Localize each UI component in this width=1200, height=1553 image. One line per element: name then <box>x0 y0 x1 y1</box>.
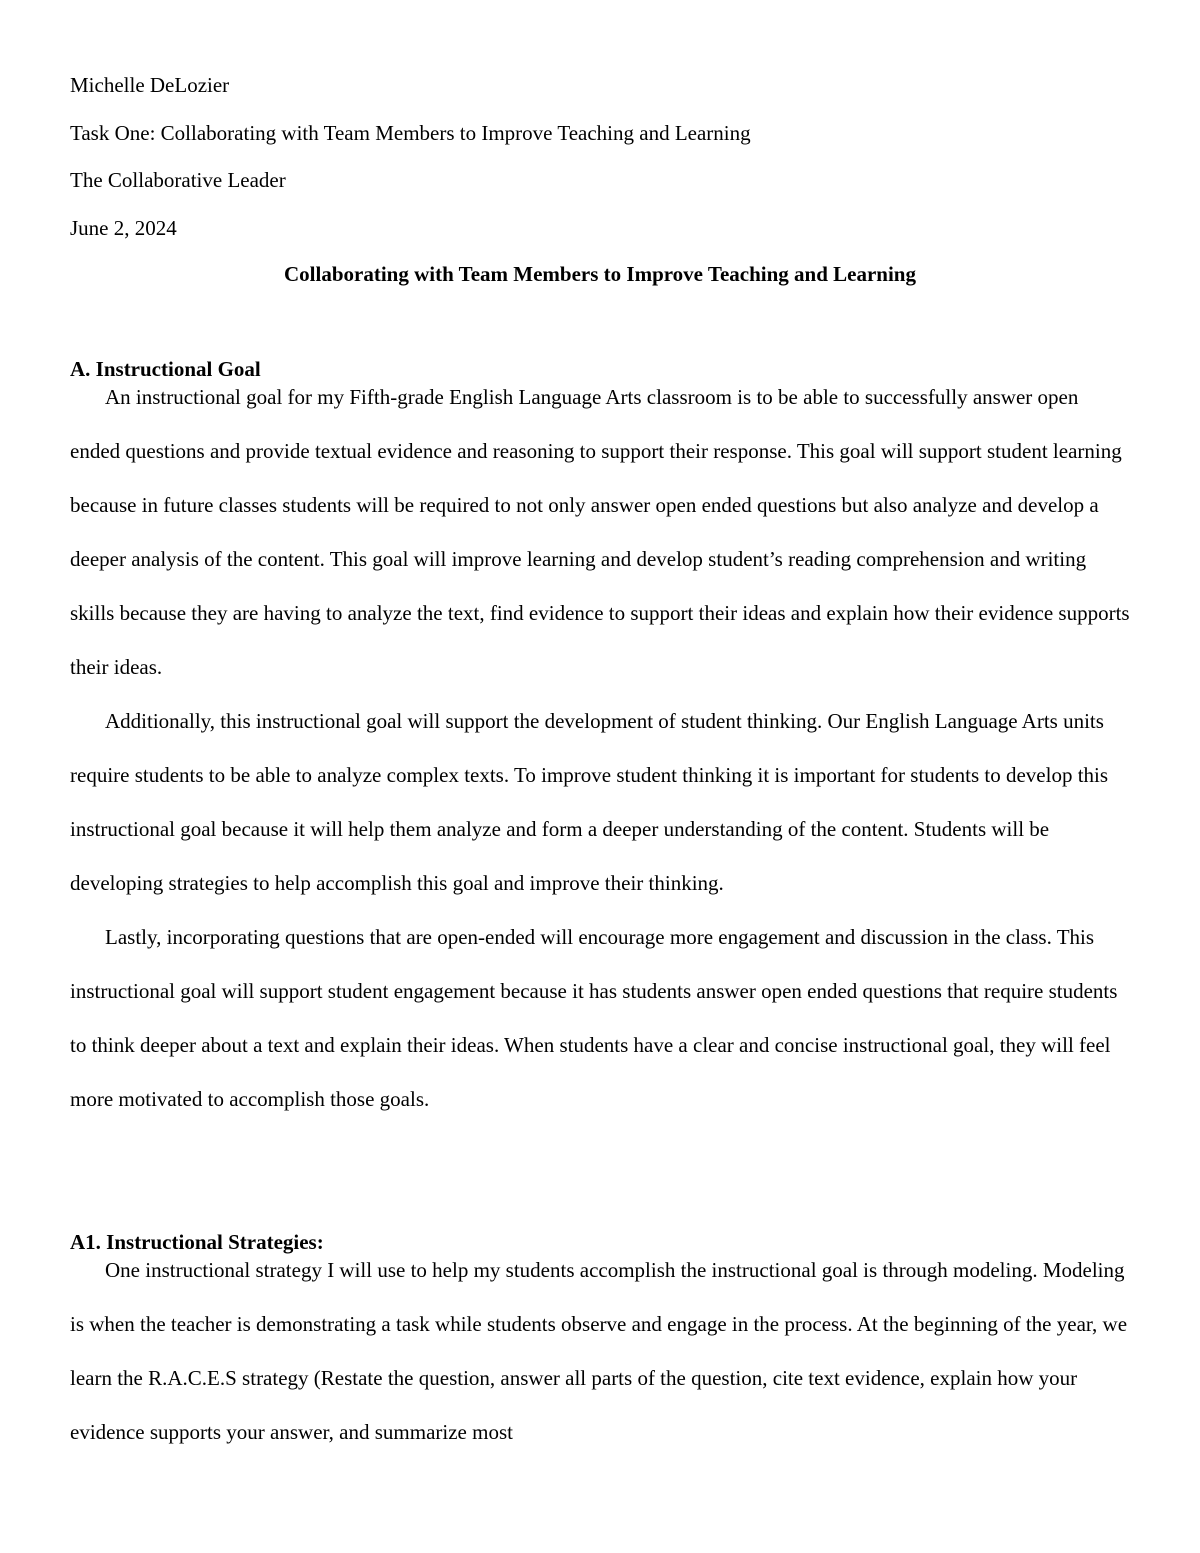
paragraph: Lastly, incorporating questions that are open-ended will encourage more engagement and discussion in the class. This instructional goal will support student engagement because it has students answer open ended questions that require students to think deeper about a text and explain their ideas. When students have a clear and concise instructional goal, they will feel more motivated to accomplish those goals. <box>70 924 1118 1111</box>
document-header <box>70 72 1130 262</box>
task-name: Task One: Collaborating with Team Members to Improve Teaching and Learning <box>70 120 751 145</box>
section-instructional-goal <box>70 356 1130 1126</box>
section-heading: A. Instructional Goal <box>70 357 261 381</box>
paragraph: Additionally, this instructional goal will support the development of student thinking. Our English Language Arts units require students to be able to analyze complex texts. To improve student thinking it is important for students to develop this instructional goal because it will help them analyze and form a deeper understanding of the content. Students will be developing strategies to help accomplish this goal and improve their thinking. <box>70 708 1109 895</box>
document-date: June 2, 2024 <box>70 215 177 240</box>
course-name: The Collaborative Leader <box>70 168 286 192</box>
paragraph: One instructional strategy I will use to help my students accomplish the instructional goal is through modeling. Modeling is when the teacher is demonstrating a task while students observe and engage in the process. At the beginning of the year, we learn the R.A.C.E.S strategy (Restate the question, answer all parts of the question, cite text evidence, explain how your evidence supports your answer, and summarize most <box>70 1257 1128 1444</box>
section-instructional-strategies <box>70 1229 1130 1459</box>
paragraph: An instructional goal for my Fifth-grade English Language Arts classroom is to be able to successfully answer open ended questions and provide textual evidence and reasoning to support their response. This goal will support student learning because in future classes students will be required to not only answer open ended questions but also analyze and develop a deeper analysis of the content. This goal will improve learning and develop student’s reading comprehension and writing skills because they are having to analyze the text, find evidence to support their ideas and explain how their evidence supports their ideas. <box>70 384 1130 679</box>
document-title: Collaborating with Team Members to Improve Teaching and Learning <box>284 262 916 286</box>
section-heading: A1. Instructional Strategies: <box>70 1230 324 1254</box>
author-name: Michelle DeLozier <box>70 73 230 97</box>
